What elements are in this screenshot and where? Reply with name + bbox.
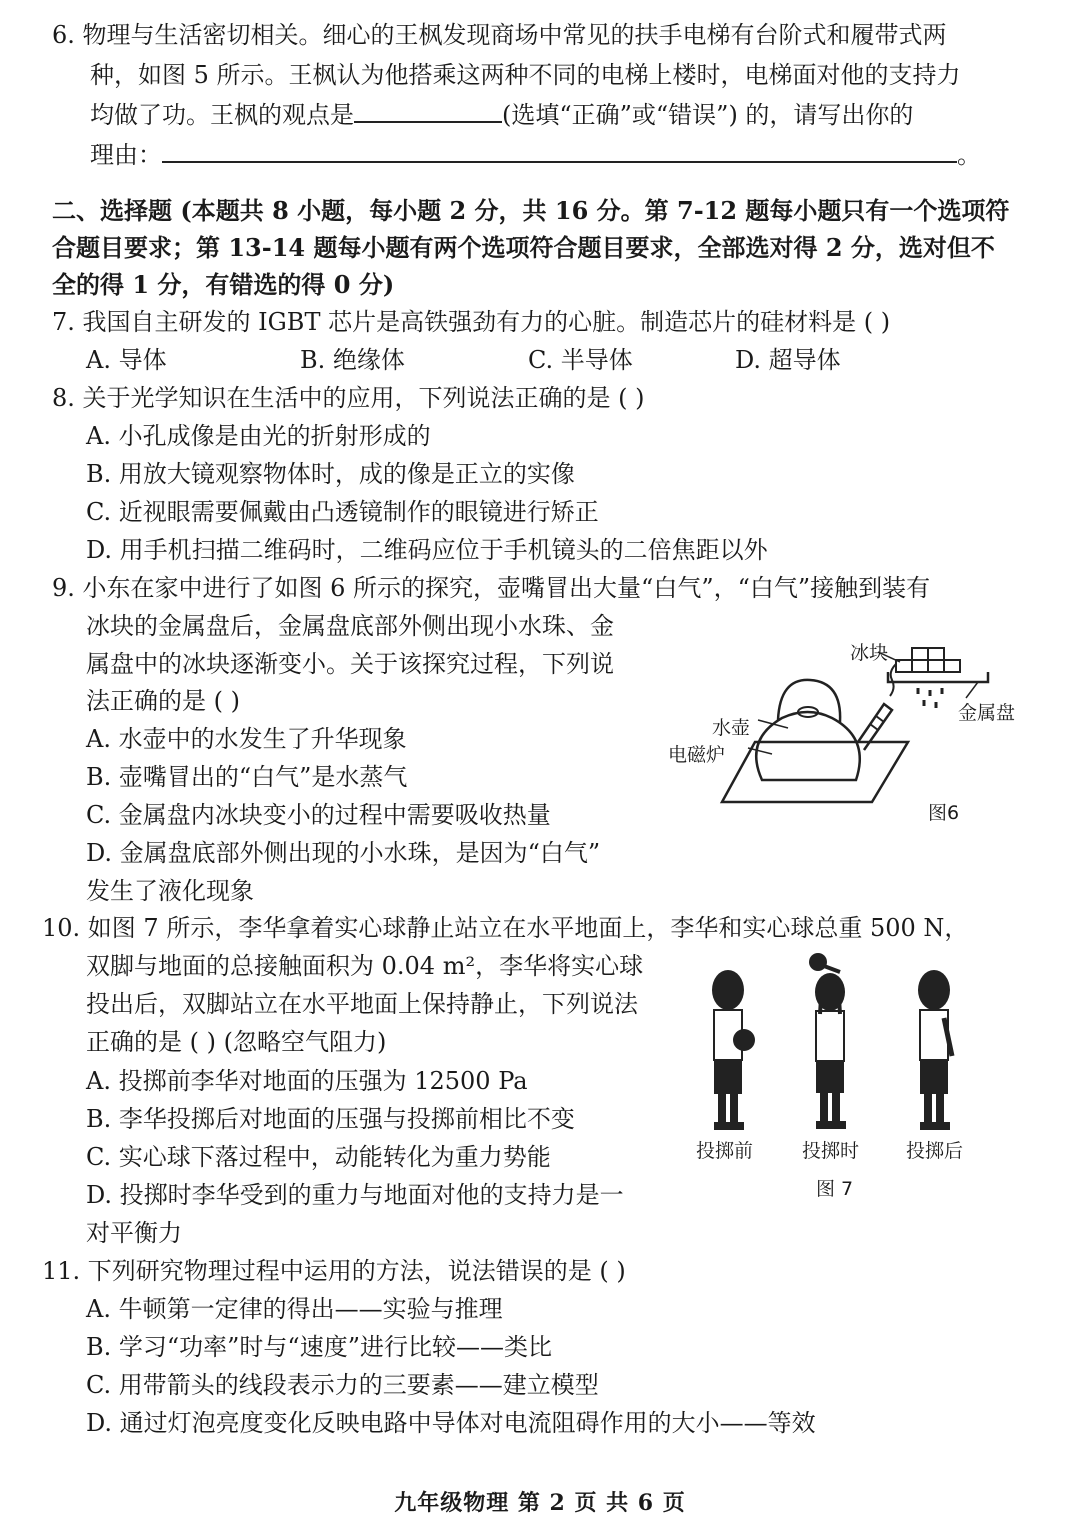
section2-header-line-2: 合题目要求；第 13-14 题每小题有两个选项符合题目要求，全部选对得 2 分，选对但不: [52, 233, 995, 262]
q10-line-2: 双脚与地面的总接触面积为 0.04 m²，李华将实心球: [86, 952, 644, 980]
q9-option-b[interactable]: B. 壶嘴冒出的“白气”是水蒸气: [86, 763, 408, 791]
q9-option-d-continued: 发生了液化现象: [86, 877, 254, 905]
section2-header-line-1: 二、选择题 (本题共 8 小题，每小题 2 分，共 16 分。第 7-12 题每小题只有一个选项符: [52, 196, 1010, 225]
q9-line-1: 9. 小东在家中进行了如图 6 所示的探究，壶嘴冒出大量“白气”，“白气”接触到装有: [52, 574, 931, 602]
figure-6-ice-label: 冰块: [850, 642, 889, 664]
q11-option-d[interactable]: D. 通过灯泡亮度变化反映电路中导体对电流阻碍作用的大小——等效: [86, 1409, 816, 1437]
q8-option-c[interactable]: C. 近视眼需要佩戴由凸透镜制作的眼镜进行矫正: [86, 498, 599, 526]
q11-stem: 11. 下列研究物理过程中运用的方法，说法错误的是 ( ): [42, 1257, 626, 1285]
q10-option-d[interactable]: D. 投掷时李华受到的重力与地面对他的支持力是一: [86, 1181, 624, 1209]
q7-option-d[interactable]: D. 超导体: [735, 346, 841, 374]
q6-reason-label: 理由：: [90, 141, 162, 169]
q7-option-a[interactable]: A. 导体: [86, 346, 167, 374]
q9-option-a[interactable]: A. 水壶中的水发生了升华现象: [86, 725, 407, 753]
q6-line-3-text-b: (选填“正确”或“错误”) 的，请写出你的: [502, 101, 914, 129]
q8-option-d[interactable]: D. 用手机扫描二维码时，二维码应位于手机镜头的二倍焦距以外: [86, 536, 768, 564]
q11-option-c[interactable]: C. 用带箭头的线段表示力的三要素——建立模型: [86, 1371, 599, 1399]
q9-option-d[interactable]: D. 金属盘底部外侧出现的小水珠，是因为“白气”: [86, 839, 601, 867]
q10-line-3: 投出后，双脚站立在水平地面上保持静止，下列说法: [86, 990, 638, 1018]
figure-6-kettle-label: 水壶: [712, 717, 751, 739]
figure-7-caption: 图 7: [816, 1178, 854, 1200]
q10-line-1: 10. 如图 7 所示，李华拿着实心球静止站立在水平地面上，李华和实心球总重 500 N，: [42, 914, 969, 942]
q6-line-1: 6. 物理与生活密切相关。细心的王枫发现商场中常见的扶手电梯有台阶式和履带式两: [52, 21, 947, 49]
q9-line-4: 法正确的是 ( ): [86, 687, 240, 715]
q10-option-a[interactable]: A. 投掷前李华对地面的压强为 12500 Pa: [86, 1067, 528, 1095]
q6-reason-blank[interactable]: [162, 139, 957, 163]
figure-6-plate-label: 金属盘: [958, 702, 1016, 724]
figure-7-label-throwing: 投掷时: [802, 1140, 860, 1162]
q9-option-c[interactable]: C. 金属盘内冰块变小的过程中需要吸收热量: [86, 801, 551, 829]
q6-line-4: [90, 139, 981, 170]
figure-7-person-throwing: [800, 952, 860, 1134]
q7-option-c[interactable]: C. 半导体: [528, 346, 633, 374]
q10-option-b[interactable]: B. 李华投掷后对地面的压强与投掷前相比不变: [86, 1105, 575, 1133]
figure-7-person-before: [700, 968, 760, 1134]
q8-option-b[interactable]: B. 用放大镜观察物体时，成的像是正立的实像: [86, 460, 575, 488]
q8-stem: 8. 关于光学知识在生活中的应用，下列说法正确的是 ( ): [52, 384, 645, 412]
q6-line-3-text-a: 均做了功。王枫的观点是: [90, 101, 354, 129]
q6-line-2: 种，如图 5 所示。王枫认为他搭乘这两种不同的电梯上楼时，电梯面对他的支持力: [90, 61, 961, 89]
q10-line-4: 正确的是 ( ) (忽略空气阻力): [86, 1028, 387, 1056]
figure-7-person-after: [906, 968, 966, 1134]
q11-option-a[interactable]: A. 牛顿第一定律的得出——实验与推理: [86, 1295, 503, 1323]
section2-header-line-3: 全的得 1 分，有错选的得 0 分): [52, 270, 395, 299]
q9-line-3: 属盘中的冰块逐渐变小。关于该探究过程，下列说: [86, 650, 614, 678]
q6-answer-blank[interactable]: [354, 99, 502, 123]
q6-period: 。: [957, 141, 981, 169]
figure-6-caption: 图6: [928, 802, 960, 824]
figure-7-label-before: 投掷前: [696, 1140, 754, 1162]
q11-option-b[interactable]: B. 学习“功率”时与“速度”进行比较——类比: [86, 1333, 552, 1361]
q8-option-a[interactable]: A. 小孔成像是由光的折射形成的: [86, 422, 431, 450]
q10-option-c[interactable]: C. 实心球下落过程中，动能转化为重力势能: [86, 1143, 551, 1171]
q6-line-3: [90, 99, 913, 130]
q10-option-d-continued: 对平衡力: [86, 1219, 182, 1247]
figure-6-stove-label: 电磁炉: [668, 744, 726, 766]
figure-7-label-after: 投掷后: [906, 1140, 964, 1162]
q9-line-2: 冰块的金属盘后，金属盘底部外侧出现小水珠、金: [86, 612, 614, 640]
q7-option-b[interactable]: B. 绝缘体: [300, 346, 405, 374]
page-footer: 九年级物理 第 2 页 共 6 页: [394, 1490, 686, 1516]
q7-stem: 7. 我国自主研发的 IGBT 芯片是高铁强劲有力的心脏。制造芯片的硅材料是 ( ): [52, 308, 891, 336]
